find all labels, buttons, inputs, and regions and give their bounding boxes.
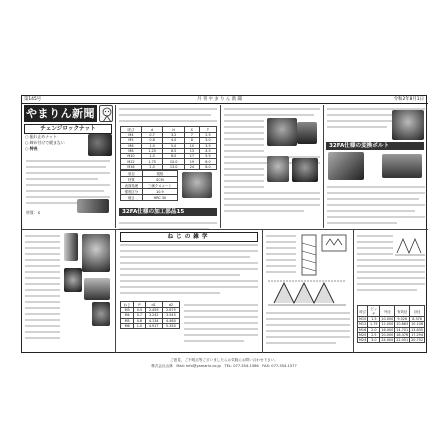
column-divider — [353, 230, 354, 353]
table-cell: 2.0 — [368, 327, 380, 332]
pulley-photo — [392, 110, 424, 140]
conversion-bolt-photo — [328, 152, 364, 180]
newspaper-page — [21, 95, 427, 353]
column-four-body — [327, 184, 425, 226]
table-cell: 10.106 — [411, 322, 423, 327]
table-row — [121, 313, 180, 318]
footer-line-1: ご意見、ご不明点等ございましたらお気軽にお問い合わせ下さい。 — [170, 358, 278, 362]
table-row — [121, 195, 178, 201]
masthead-title: やまりん新聞 — [26, 107, 95, 120]
table-header-cell: 呼び — [121, 127, 142, 133]
table-cell: 材質 — [121, 177, 143, 183]
table-cell: 16.000 — [381, 327, 394, 332]
table-header-cell: S — [184, 127, 199, 133]
screw-table-header — [358, 306, 425, 317]
table-header-cell: ピッチ — [368, 306, 380, 317]
table-cell: 0.7 — [141, 133, 163, 138]
hex-bolt-photo — [267, 156, 289, 182]
table-cell: 24.000 — [381, 338, 394, 343]
table-cell: 18.376 — [396, 333, 409, 338]
table-cell: M12 — [359, 322, 367, 327]
footer-line-2: 株式会社山林 Mail: info@yamarin.co.jp TEL: 077-554-1566 FAX: 077-554-1577 — [151, 364, 297, 368]
table-row — [121, 308, 180, 313]
dimension-table — [120, 126, 217, 170]
table-cell: 0.5 — [134, 308, 145, 313]
lock-nut-material: 材質：S — [26, 210, 41, 215]
pulley-change-title: 32FA仕様の変換ボルト — [326, 142, 424, 150]
table-cell: 7 — [184, 133, 199, 138]
table-cell: M5 — [121, 318, 134, 323]
table-cell: 9.026 — [395, 317, 410, 322]
screw-study-lower-text — [184, 302, 258, 348]
table-cell: 1.5 — [141, 154, 163, 159]
table-header-cell: 有効径 — [395, 306, 410, 317]
mascot-icon — [99, 105, 113, 122]
table-cell: 3.0 — [199, 138, 216, 143]
table-cell: 4.5 — [199, 148, 216, 153]
lock-nut-subhead: ○ 特長 — [25, 146, 38, 151]
bushing-photo — [84, 278, 110, 300]
nut-photo — [64, 268, 82, 292]
screw-study-title: ねじの雑学 — [120, 232, 258, 242]
column-divider — [262, 230, 263, 353]
table-cell: 10.9 — [142, 189, 177, 195]
hardware-text-lines — [119, 217, 217, 229]
table-cell: 1.75 — [141, 159, 163, 164]
table-cell: M10 — [359, 317, 367, 322]
section-divider — [22, 229, 428, 230]
table-row — [121, 183, 178, 189]
table-cell: 強度区分 — [121, 189, 143, 195]
change-lock-nut-title: チェンジロックナット — [24, 124, 112, 134]
table-cell: 3.242 — [145, 313, 162, 318]
lock-nut-assembly-photo — [77, 199, 109, 213]
table-row — [121, 318, 180, 323]
table-cell: 8.0 — [199, 164, 216, 169]
thread-table — [120, 301, 180, 329]
table-header-cell: 外径 — [380, 306, 395, 317]
table-cell: 表面処理 — [121, 183, 143, 189]
screw-table — [357, 305, 425, 343]
conversion-bolt-side-photo — [382, 154, 422, 178]
table-cell: M16 — [359, 327, 367, 332]
table-cell: M6 — [121, 323, 134, 328]
table-cell: 8.376 — [410, 317, 425, 322]
table-cell: 8.0 — [163, 154, 185, 159]
table-header-cell: 呼び — [358, 306, 368, 317]
table-cell: 1.0 — [134, 323, 145, 328]
table-cell: 3.545 — [162, 313, 179, 318]
table-header-cell: T — [199, 127, 216, 133]
coupling-photo — [82, 234, 110, 272]
table-cell: 20.752 — [411, 338, 423, 343]
table-cell: 硬さ — [121, 195, 143, 201]
table-cell: 3.5 — [199, 143, 216, 148]
table-cell: 三価クロメート — [142, 183, 177, 189]
table-cell: M20 — [359, 333, 367, 338]
table-cell: 1.0 — [141, 143, 163, 148]
column-divider — [115, 105, 116, 228]
table-header-cell: ねじ — [121, 302, 134, 308]
table-cell: M8 — [121, 148, 142, 153]
hardware-products-title: 32FA仕様の加工部品15 — [119, 208, 217, 216]
table-cell: M24 — [359, 338, 367, 343]
collar-photo — [92, 302, 110, 326]
table-header-cell: d2 — [162, 302, 179, 308]
table-cell: M4 — [121, 133, 142, 138]
page-header — [22, 96, 428, 104]
table-header-cell: 規格 — [142, 171, 177, 177]
table-cell: 3.0 — [368, 338, 380, 343]
table-row — [121, 323, 180, 328]
table-cell: 6.5 — [163, 148, 185, 153]
table-header-cell: P — [134, 302, 145, 308]
hex-nut-photo — [292, 158, 318, 182]
table-row — [358, 338, 425, 343]
table-header-cell: d — [141, 127, 163, 133]
table-cell: 5.0 — [163, 143, 185, 148]
lock-nut-bullet-2: ○ 締め付けで緩まない — [25, 139, 65, 145]
table-cell: M3 — [121, 308, 134, 313]
table-cell: 0.8 — [134, 318, 145, 323]
spacer-photo — [64, 233, 78, 261]
table-cell: 2.675 — [162, 308, 179, 313]
table-cell: M6 — [121, 143, 142, 148]
table-cell: 14.701 — [396, 327, 409, 332]
table-cell: 0.8 — [141, 138, 163, 143]
column-divider — [115, 230, 116, 353]
table-cell: 4.480 — [162, 318, 179, 323]
lock-nut-photo — [88, 134, 112, 156]
table-cell: 3.2 — [163, 133, 185, 138]
table-cell: 0.7 — [134, 313, 145, 318]
column-divider — [323, 105, 324, 228]
dimension-intro-text — [119, 106, 217, 124]
thread-diagram-area — [266, 233, 350, 348]
page-footer — [21, 357, 427, 369]
bolt-side-photo — [297, 122, 317, 144]
table-cell: 5.350 — [162, 323, 179, 328]
table-cell: 2.459 — [145, 308, 162, 313]
table-cell: M5 — [121, 138, 142, 143]
table-cell: HRC 30 — [142, 195, 177, 201]
table-cell: 22.051 — [396, 338, 409, 343]
table-cell: 2.5 — [368, 332, 380, 337]
table-cell: 6.0 — [199, 159, 216, 164]
bolt-set-photo — [267, 118, 297, 146]
bottom-left-text — [25, 233, 60, 348]
table-cell: 12.000 — [381, 322, 394, 327]
table-cell: M12 — [121, 159, 142, 164]
table-header-cell: 谷径 — [410, 306, 425, 317]
table-cell: 10.0 — [163, 159, 185, 164]
bolt-photo — [182, 172, 212, 198]
table-cell: 19 — [184, 159, 199, 164]
table-cell: 17.294 — [411, 333, 423, 338]
table-cell: 17 — [184, 154, 199, 159]
table-cell: 1.5 — [368, 317, 380, 322]
table-cell: 10 — [184, 143, 199, 148]
table-header-cell: H — [163, 127, 185, 133]
table-cell: 1.75 — [368, 322, 380, 327]
issue-number: 第145号 — [24, 97, 42, 102]
table-cell: 13.835 — [411, 327, 423, 332]
paper-name: 月 刊 や ま り ん 新 聞 — [197, 97, 242, 102]
table-header-cell: d1 — [145, 302, 162, 308]
spec-table — [120, 170, 178, 201]
table-cell: 13.0 — [163, 164, 185, 169]
table-cell: 2.0 — [141, 164, 163, 169]
table-cell: 2.5 — [199, 133, 216, 138]
screw-study-text — [120, 242, 258, 298]
table-cell: M16 — [121, 164, 142, 169]
table-cell: 24 — [184, 164, 199, 169]
table-cell: 4.0 — [163, 138, 185, 143]
issue-date: 令和2年8月1日 — [393, 97, 424, 102]
column-divider — [220, 105, 221, 228]
table-cell: 8 — [184, 138, 199, 143]
table-cell: 1.25 — [141, 148, 163, 153]
table-cell: 13 — [184, 148, 199, 153]
table-cell: M10 — [121, 154, 142, 159]
table-cell: 4.134 — [145, 318, 162, 323]
table-cell: 20.000 — [381, 333, 394, 338]
table-row — [121, 164, 217, 169]
table-cell: 10.863 — [396, 322, 409, 327]
table-header-cell: 項目 — [121, 171, 143, 177]
table-cell: 10.000 — [381, 317, 394, 322]
right-bottom-text — [357, 233, 425, 303]
table-cell: 5.5 — [199, 154, 216, 159]
table-cell: M4 — [121, 313, 134, 318]
table-cell: SCM — [142, 177, 177, 183]
table-cell: 4.917 — [145, 323, 162, 328]
lock-nut-bullet-1: ○ 振れ止めナット — [25, 134, 57, 139]
